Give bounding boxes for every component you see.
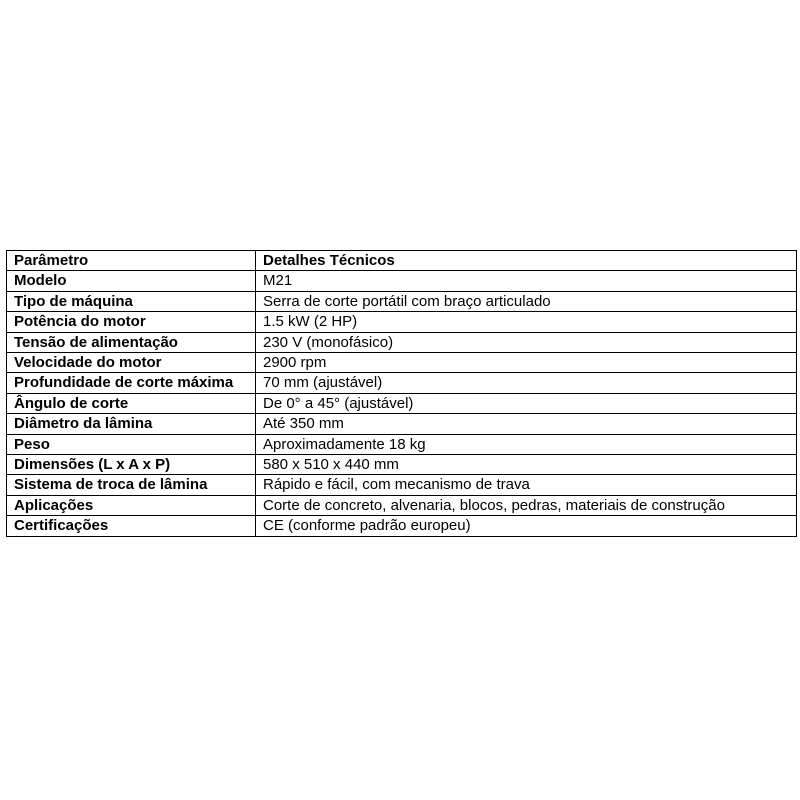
detail-cell: M21 [256,271,797,291]
table-header-row [7,251,797,271]
table-row [7,291,797,311]
detail-cell: 70 mm (ajustável) [256,373,797,393]
table-row [7,373,797,393]
parameter-cell: Potência do motor [7,312,256,332]
header-cell-details: Detalhes Técnicos [256,251,797,271]
parameter-cell: Modelo [7,271,256,291]
detail-cell: Aproximadamente 18 kg [256,434,797,454]
detail-cell: 580 x 510 x 440 mm [256,455,797,475]
parameter-cell: Ângulo de corte [7,393,256,413]
parameter-cell: Tensão de alimentação [7,332,256,352]
table-row [7,353,797,373]
parameter-cell: Diâmetro da lâmina [7,414,256,434]
detail-cell: 230 V (monofásico) [256,332,797,352]
parameter-cell: Certificações [7,516,256,536]
parameter-cell: Dimensões (L x A x P) [7,455,256,475]
table-row [7,414,797,434]
table-row [7,495,797,515]
detail-cell: Serra de corte portátil com braço articulado [256,291,797,311]
parameter-cell: Sistema de troca de lâmina [7,475,256,495]
table-row [7,434,797,454]
detail-cell: Rápido e fácil, com mecanismo de trava [256,475,797,495]
table-row [7,516,797,536]
table-row [7,312,797,332]
table-row [7,332,797,352]
table-row [7,455,797,475]
parameter-cell: Velocidade do motor [7,353,256,373]
detail-cell: De 0° a 45° (ajustável) [256,393,797,413]
table-row [7,475,797,495]
parameter-cell: Aplicações [7,495,256,515]
parameter-cell: Peso [7,434,256,454]
detail-cell: 2900 rpm [256,353,797,373]
table-row [7,271,797,291]
detail-cell: CE (conforme padrão europeu) [256,516,797,536]
spec-table [6,250,797,537]
parameter-cell: Tipo de máquina [7,291,256,311]
detail-cell: Até 350 mm [256,414,797,434]
detail-cell: 1.5 kW (2 HP) [256,312,797,332]
detail-cell: Corte de concreto, alvenaria, blocos, pedras, materiais de construção [256,495,797,515]
parameter-cell: Profundidade de corte máxima [7,373,256,393]
table-row [7,393,797,413]
header-cell-parameter: Parâmetro [7,251,256,271]
